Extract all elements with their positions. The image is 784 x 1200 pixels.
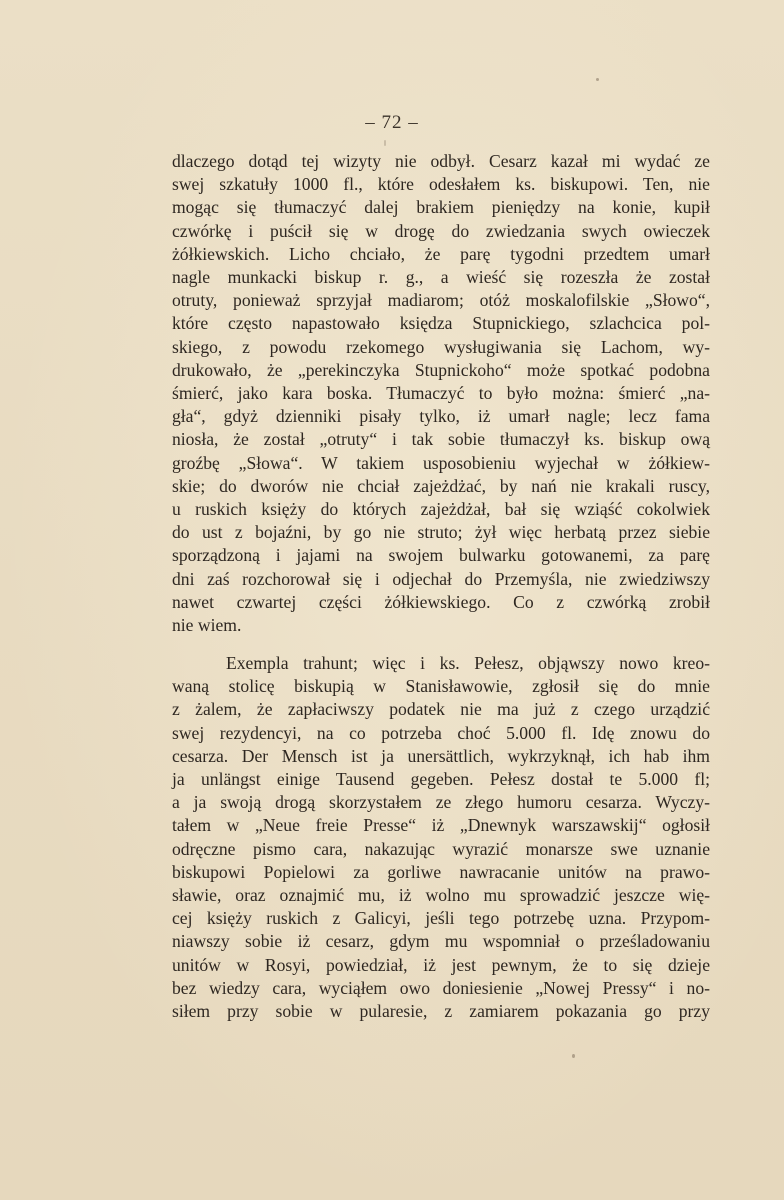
text-line: czwórkę i puścił się w drogę do zwiedzania swych owieczek [172, 220, 710, 241]
text-line: groźbę „Słowa“. W takiem usposobieniu wyjechał w żółkiew- [172, 452, 710, 473]
text-line: sporządzoną i jajami na swojem bulwarku gotowanemi, za parę [172, 545, 710, 566]
text-line: żółkiewskich. Licho chciało, że parę tygodni przedtem umarł [172, 243, 710, 264]
text-line: nawet czwartej części żółkiewskiego. Co z czwórką zrobił [172, 591, 710, 612]
text-line: sławie, oraz oznajmić mu, iż wolno mu sprowadzić jeszcze wię- [172, 885, 710, 906]
text-line: z żalem, że zapłaciwszy podatek nie ma już z czego urządzić [172, 699, 710, 720]
text-line: śmierć, jako kara boska. Tłumaczyć to było można: śmierć „na- [172, 383, 710, 404]
text-line: do ust z bojaźni, by go nie struto; żył więc herbatą przez siebie [172, 522, 710, 543]
paper-speck [384, 140, 386, 146]
text-line: otruty, ponieważ sprzyjał madiarom; otóż moskalofilskie „Słowo“, [172, 290, 710, 311]
text-line: dni zaś rozchorował się i odjechał do Przemyśla, nie zwiedziwszy [172, 568, 710, 589]
text-line: niosła, że został „otruty“ i tak sobie tłumaczył ks. biskup ową [172, 429, 710, 450]
text-line: mogąc się tłumaczyć dalej brakiem pieniędzy na konie, kupił [172, 197, 710, 218]
text-line: skie; do dworów nie chciał zajeżdżać, by nań nie krakali ruscy, [172, 475, 710, 496]
text-line: niawszy sobie iż cesarz, gdym mu wspomniał o prześladowaniu [172, 931, 710, 952]
text-line: dlaczego dotąd tej wizyty nie odbył. Cesarz kazał mi wydać ze [172, 151, 710, 171]
text-line: a ja swoją drogą skorzystałem ze złego humoru cesarza. Wyczy- [172, 792, 710, 813]
paper-speck [572, 1054, 575, 1058]
paper-speck [596, 78, 599, 81]
text-line: swej rezydencyi, na co potrzeba choć 5.000 fl. Idę znowu do [172, 722, 710, 743]
paragraph-2 [172, 652, 710, 1023]
text-line: drukowało, że „perekinczyka Stupnickoho“ może spotkać podobna [172, 359, 710, 380]
text-line: bez wiedzy cara, wyciąłem owo doniesienie „Nowej Pressy“ i no- [172, 977, 710, 998]
text-line: waną stolicę biskupią w Stanisławowie, zgłosił się do mnie [172, 676, 710, 697]
text-line: skiego, z powodu rzekomego wysługiwania się Lachom, wy- [172, 336, 710, 357]
text-line: nie wiem. [172, 615, 242, 636]
text-line: nagle munkacki biskup r. g., a wieść się rozeszła że został [172, 267, 710, 288]
text-line: odręczne pismo cara, nakazując wyrazić monarsze swe uznanie [172, 838, 710, 859]
text-line: tałem w „Neue freie Presse“ iż „Dnewnyk warszawskij“ ogłosił [172, 815, 710, 836]
text-line: które często napastowało księdza Stupnickiego, szlachcica pol- [172, 313, 710, 334]
paragraph-1 [172, 150, 710, 637]
text-line: biskupowi Popielowi za gorliwe nawracanie unitów na prawo- [172, 861, 710, 882]
text-line: unitów w Rosyi, powiedział, iż jest pewnym, że to się dzieje [172, 954, 710, 975]
text-line: swej szkatuły 1000 fl., które odesłałem ks. biskupowi. Ten, nie [172, 174, 710, 195]
text-line: siłem przy sobie w pularesie, z zamiarem pokazania go przy [172, 1001, 710, 1022]
text-line: gła“, gdyż dzienniki pisały tylko, iż umarł nagle; lecz fama [172, 406, 710, 427]
text-line: cej księży ruskich z Galicyi, jeśli tego potrzebę uzna. Przypom- [172, 908, 710, 929]
page-number: – 72 – [365, 112, 419, 133]
text-line: cesarza. Der Mensch ist ja unersättlich, wykrzyknął, ich hab ihm [172, 745, 710, 766]
text-line: ja unlängst einige Tausend gegeben. Pełesz dostał te 5.000 fl; [172, 769, 710, 790]
text-line: Exempla trahunt; więc i ks. Pełesz, objąwszy nowo kreo- [226, 653, 710, 673]
text-line: u ruskich księży do których zajeżdżał, bał się wziąść cokolwiek [172, 499, 710, 520]
